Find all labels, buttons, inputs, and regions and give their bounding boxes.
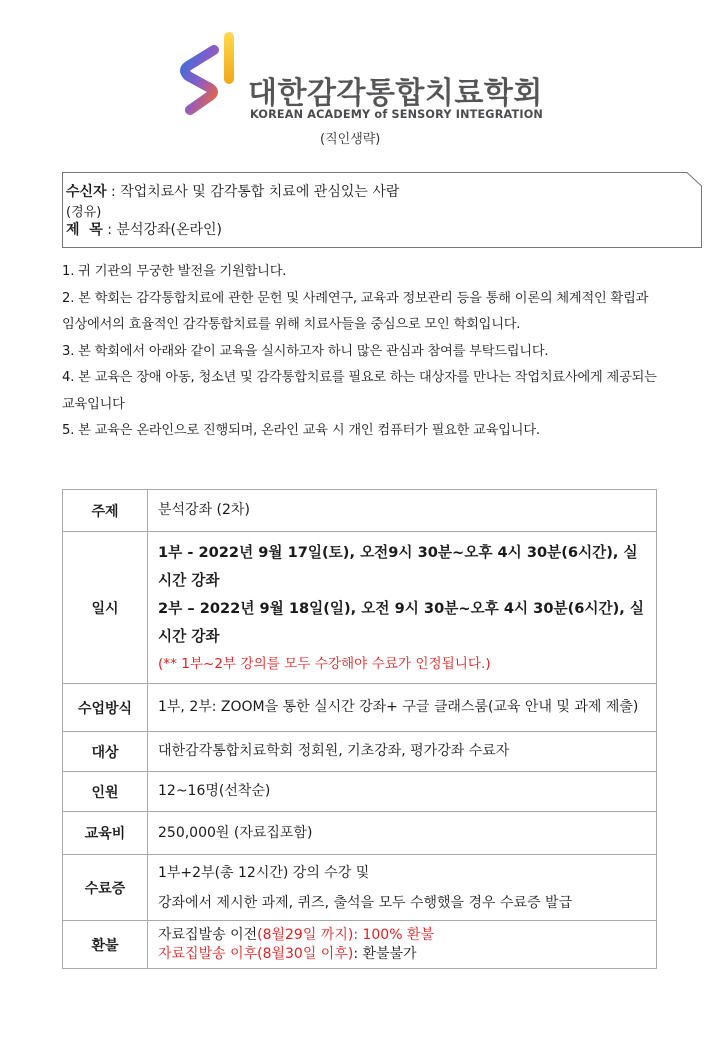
recipient-value: : 작업치료사 및 감각통합 치료에 관심있는 사람: [106, 184, 400, 200]
schedule-part2: 2부 – 2022년 9월 18일(일), 오전 9시 30분~오후 4시 30분(6시간), 실시간 강좌: [158, 599, 644, 645]
paragraph-1: 1. 귀 기관의 무궁한 발전을 기원합니다.: [62, 264, 287, 279]
refund-label: 환불: [63, 921, 148, 969]
certificate-label: 수료증: [63, 855, 148, 921]
seal-omitted-note: (직인생략): [320, 132, 381, 147]
recipient-label: 수신자: [66, 184, 107, 200]
capacity-value: 12~16명(선착순): [148, 772, 657, 812]
capacity-label: 인원: [63, 772, 148, 812]
paragraph-4: 4. 본 교육은 장애 아동, 청소년 및 감각통합치료를 필요로 하는 대상자를 만나는 작업치료사에게 제공되는 교육입니다: [62, 370, 657, 412]
refund-line1-red: (8월29일 까지): 100% 환불: [257, 926, 435, 943]
recipient-box: [62, 172, 702, 248]
method-value: 1부, 2부: ZOOM을 통한 실시간 강좌+ 구글 클래스룸(교육 안내 및 과제 제출): [148, 684, 657, 732]
paragraph-2: 2. 본 학회는 감각통합치료에 관한 문헌 및 사례연구, 교육과 정보관리 등을 통해 이론의 체계적인 확립과 임상에서의 효율적인 감각통합치료를 위해 치료사들을 중심으로 모인 학회입니다.: [62, 290, 649, 332]
topic-value: 분석강좌 (2차): [148, 490, 657, 532]
table-row-refund: [63, 921, 657, 969]
org-logo-mark-icon: [180, 30, 242, 116]
table-row-target: [63, 732, 657, 772]
table-row-topic: [63, 490, 657, 532]
topic-label: 주제: [63, 490, 148, 532]
table-row-capacity: [63, 772, 657, 812]
target-label: 대상: [63, 732, 148, 772]
refund-line1-prefix: 자료집발송 이전: [158, 926, 258, 943]
refund-line2: [158, 945, 646, 964]
table-row-schedule: [63, 532, 657, 684]
fee-label: 교육비: [63, 812, 148, 855]
subject-label: 제 목: [66, 222, 103, 238]
paragraph-5: 5. 본 교육은 온라인으로 진행되며, 온라인 교육 시 개인 컴퓨터가 필요한 교육입니다.: [62, 423, 540, 438]
refund-line1: [158, 926, 646, 945]
refund-line2-suffix: : 환불불가: [353, 945, 417, 962]
target-value: 대한감각통합치료학회 정회원, 기초강좌, 평가강좌 수료자: [148, 732, 657, 772]
table-row-certificate: [63, 855, 657, 921]
body-paragraphs: [62, 259, 662, 445]
org-logo: [180, 30, 560, 130]
org-name-ko: 대한감각통합치료학회: [248, 76, 543, 111]
certificate-line1: 1부+2부(총 12시간) 강의 수강 및: [158, 864, 370, 881]
schedule-part1: 1부 - 2022년 9월 17일(토), 오전9시 30분~오후 4시 30분(6시간), 실시간 강좌: [158, 543, 638, 589]
table-row-method: [63, 684, 657, 732]
fee-value: 250,000원 (자료집포함): [148, 812, 657, 855]
via-line: (경유): [66, 205, 102, 220]
schedule-note: (** 1부~2부 강의를 모두 수강해야 수료가 인정됩니다.): [158, 655, 491, 672]
table-row-fee: [63, 812, 657, 855]
subject-value: : 분석강좌(온라인): [102, 222, 223, 238]
paragraph-3: 3. 본 학회에서 아래와 같이 교육을 실시하고자 하니 많은 관심과 참여를 부탁드립니다.: [62, 343, 549, 359]
refund-cell: [148, 921, 657, 969]
certificate-line2: 강좌에서 제시한 과제, 퀴즈, 출석을 모두 수행했을 경우 수료증 발급: [158, 894, 573, 911]
certificate-cell: [148, 855, 657, 921]
schedule-cell: [148, 532, 657, 684]
schedule-label: 일시: [63, 532, 148, 684]
course-info-table: [62, 489, 657, 969]
org-name-en: KOREAN ACADEMY of SENSORY INTEGRATION: [250, 108, 543, 121]
refund-line2-red: 자료집발송 이후(8월30일 이후): [158, 945, 354, 962]
recipient-line: [66, 181, 399, 201]
subject-line: [66, 219, 222, 239]
method-label: 수업방식: [63, 684, 148, 732]
